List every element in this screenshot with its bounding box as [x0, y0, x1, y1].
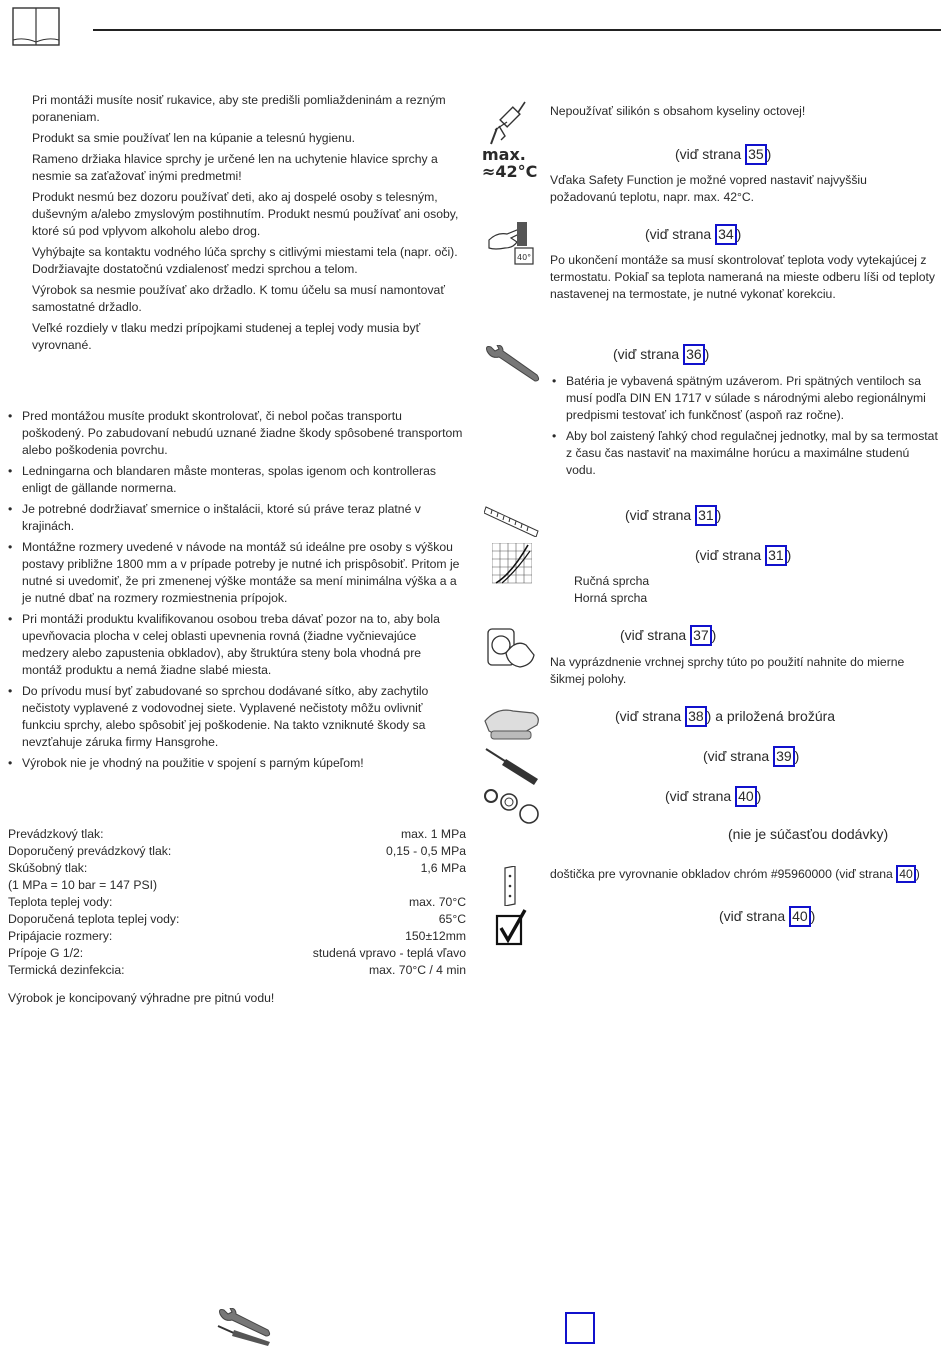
maintenance-note: • Batéria je vybavená spätným uzáverom. Pri spätných ventiloch sa musí podľa DIN EN 1717 v súlade s národnými alebo regionálnymi predpismi testovať ich funkčnosť (aspoň raz ročne). [552, 373, 940, 424]
spec-row [8, 894, 466, 911]
page-link[interactable]: 31 [765, 545, 787, 566]
drain-text: Na vyprázdnenie vrchnej sprchy túto po použití nahnite do mierne šikmej polohy. [550, 655, 905, 686]
page-link[interactable]: 36 [683, 344, 705, 365]
safety-note: Rameno držiaka hlavice sprchy je určené len na uchytenie hlavice sprchy a nesmie sa zaťažovať inými predmetmi! [32, 152, 438, 183]
spec-row [8, 928, 466, 945]
install-note: • Je potrebné dodržiavať smernice o inštalácii, ktoré sú práve teraz platné v krajinách. [8, 501, 464, 535]
silicone-note: Nepoužívať silikón s obsahom kyseliny octovej! [550, 104, 806, 118]
page-reference: (viď strana 36 ) [613, 344, 709, 365]
page-reference: (viď strana 31 ) [695, 545, 791, 566]
wrench-icon [483, 345, 541, 383]
safety-note: Pri montáži musíte nosiť rukavice, aby ste predišli pomliaždeninám a rezným poraneniam. [32, 93, 446, 124]
spec-label: (1 MPa = 10 bar = 147 PSI) [8, 878, 158, 892]
spec-label: Doporučená teplota teplej vody: [8, 912, 180, 926]
install-note: • Do prívodu musí byť zabudované so sprchou dodávané sítko, aby zachytilo nečistoty vyplavené z vodovodnej siete. Vyplavené nečistoty môžu ovlivniť funkciu sprchy, alebo spôsobiť jej poškodenie. Na takto vzniknuté škody sa nevzťahuje záruka firmy Hansgrohe. [8, 683, 464, 751]
install-note: • Montážne rozmery uvedené v návode na montáž sú ideálne pre osoby s výškou postavy približne 1800 mm a v prípade potreby je nutné ich prispôsobiť. Pritom je nutné si uvedomiť, že pri zmenenej výške montáže sa mení minimálna výška a a je nutné dbať na rozmery rozmiestnenia prípojok. [8, 539, 464, 607]
checklist-icon [495, 908, 527, 946]
spare-parts-icon [483, 786, 541, 826]
page-reference: (viď strana 39 ) [703, 746, 799, 767]
spec-label: Pripájacie rozmery: [8, 929, 113, 943]
page-link[interactable]: 37 [690, 625, 712, 646]
spec-label: Prípoje G 1/2: [8, 946, 84, 960]
page-link[interactable]: 40 [735, 786, 757, 807]
safety-note: Výrobok sa nesmie používať ako držadlo. K tomu účelu sa musí namontovať samostatné držadlo. [32, 283, 445, 314]
spec-row [8, 962, 466, 979]
safety-note: Veľké rozdiely v tlaku medzi prípojkami studenej a teplej vody musia byť vyrovnané. [32, 321, 421, 352]
hand-shower-label: Ručná sprcha [574, 574, 650, 588]
silicone-gun-icon [487, 100, 533, 146]
spec-value: 65°C [438, 912, 466, 926]
spec-row [8, 877, 466, 894]
spec-value: max. 70°C [408, 895, 466, 909]
spec-value: 1,6 MPa [420, 861, 466, 875]
tile-plate-text: doštička pre vyrovnanie obkladov chróm #95960000 (viď strana 40 ) [550, 867, 920, 881]
page-reference: (viď strana 35 ) [675, 144, 771, 165]
page-reference: (viď strana 37 ) [620, 625, 716, 646]
header-rule [93, 29, 941, 31]
spec-value: max. 70°C / 4 min [369, 963, 466, 977]
safety-note: Produkt sa smie používať len na kúpanie a telesnú hygienu. [32, 131, 356, 145]
safety-notes [32, 92, 464, 354]
page-link[interactable]: 38 [685, 706, 707, 727]
not-included-label: (nie je súčasťou dodávky) [728, 826, 889, 842]
tile-plate-icon [503, 866, 517, 906]
page-reference: (viď strana 40 ) [719, 906, 815, 927]
spec-value: studená vpravo - teplá vľavo [312, 946, 466, 960]
safety-note: Vyhýbajte sa kontaktu vodného lúča sprchy s citlivými miestami tela (napr. oči). Dodržiavajte dostatočnú vzdialenosť medzi sprchou a telom. [32, 245, 458, 276]
install-note: • Výrobok nie je vhodný na použitie v spojení s parným kúpeľom! [8, 755, 464, 772]
page-link[interactable]: 39 [773, 746, 795, 767]
page-link[interactable]: 40 [896, 865, 916, 883]
empty-checkbox-icon [565, 1312, 595, 1344]
safety-note: Produkt nesmú bez dozoru používať deti, ako aj dospelé osoby s telesným, duševným a/alebo zmyslovým postihnutím. Produkt nesmú používať ani osoby, ktoré sú pod vplyvom alkoholu alebo drog. [32, 190, 459, 238]
tools-icon [216, 1308, 274, 1346]
install-notes [8, 408, 464, 772]
thermo-icon-text: 40° [517, 253, 532, 262]
max-temp-value: ≈42°C [482, 162, 538, 181]
spec-row [8, 826, 466, 843]
page-reference: (viď strana 34 ) [645, 224, 741, 245]
cleaning-hand-icon [483, 703, 541, 741]
spec-row [8, 911, 466, 928]
book-icon [12, 7, 60, 47]
safety-function-text: Vďaka Safety Function je možné vopred nastaviť najvyššiu požadovanú teplotu, napr. max. 42°C. [550, 173, 867, 204]
spec-label: Prevádzkový tlak: [8, 827, 104, 841]
overhead-shower-label: Horná sprcha [574, 591, 648, 605]
page-link[interactable]: 34 [715, 224, 737, 245]
maintenance-note: • Aby bol zaistený ľahký chod regulačnej jednotky, mal by sa termostat z času čas nastaviť na maximálne horúcu a maximálne studenú vodu. [552, 428, 940, 479]
install-note: • Ledningarna och blandaren måste monteras, spolas igenom och kontrolleras enligt de gällande normerna. [8, 463, 464, 497]
spec-value: 0,15 - 0,5 MPa [386, 844, 466, 858]
page-link[interactable]: 31 [695, 505, 717, 526]
spec-value: max. 1 MPa [400, 827, 466, 841]
page-reference: (viď strana 40 ) [665, 786, 761, 807]
spec-row [8, 843, 466, 860]
spec-row [8, 860, 466, 877]
hand-knob-icon [486, 625, 536, 669]
spec-label: Skúšobný tlak: [8, 861, 88, 875]
spec-value: 150±12mm [405, 929, 466, 943]
install-note: • Pri montáži produktu kvalifikovanou osobou treba dávať pozor na to, aby bola upevňovacia plocha v celej oblasti upevnenia rovná (žiadne vyčnievajúce medzery alebo zapustenia obkladov), aby štruktúra steny bola vhodná pre montáž produktu a nemá žiadne slabé miesta. [8, 611, 464, 679]
ruler-icon [484, 505, 540, 537]
maintenance-notes [552, 373, 940, 479]
flow-diagram-icon [492, 543, 532, 585]
page-link[interactable]: 35 [745, 144, 767, 165]
thermostat-check-text: Po ukončení montáže sa musí skontrolovať teplota vody vytekajúcej z termostatu. Pokiaľ sa teplota nameraná na mieste odberu líši od teploty nastavenej na termostate, je nutné vykonať korekciu. [550, 253, 935, 301]
page-reference: (viď strana 38 ) a priložená brožúra [615, 706, 835, 727]
page-link[interactable]: 40 [789, 906, 811, 927]
thermometer-hand-icon [487, 218, 537, 268]
spec-label: Teplota teplej vody: [8, 895, 113, 909]
install-note: • Pred montážou musíte produkt skontrolovať, či nebol počas transportu poškodený. Po zabudovaní nebudú uznané žiadne škody spôsobené transportom alebo poškodenia povrchu. [8, 408, 464, 459]
spec-row [8, 945, 466, 962]
spec-label: Termická dezinfekcia: [8, 963, 125, 977]
spec-label: Doporučený prevádzkový tlak: [8, 844, 172, 858]
max-temp-label: max. [482, 145, 526, 164]
page-reference: (viď strana 31 ) [625, 505, 721, 526]
screwdriver-icon [484, 745, 542, 785]
drinking-water-note: Výrobok je koncipovaný výhradne pre pitnú vodu! [8, 991, 275, 1005]
